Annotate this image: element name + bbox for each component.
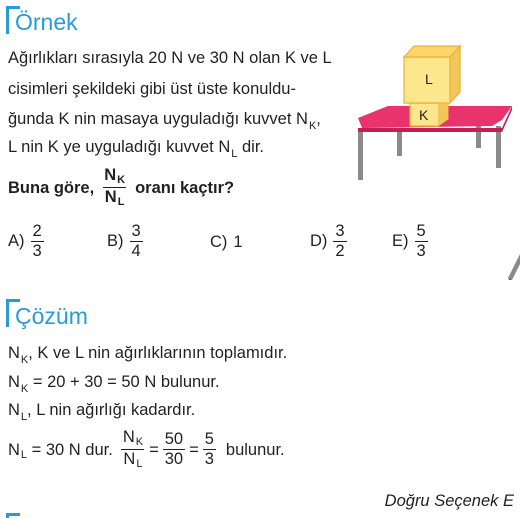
option-b[interactable]: B) $\frac{3}{4}$ xyxy=(107,222,141,260)
solution-fraction-nk-nl: $\frac{NK}{NL}$ xyxy=(122,428,144,470)
solution-line-2: $N_K = 20 + 30 = 50$ N bulunur. xyxy=(8,373,220,395)
solution-line-3: $N_L$, L nin ağırlığı kadardır. xyxy=(8,401,196,423)
example-line-1: Ağırlıkları sırasıyla 20 N ve 30 N olan K ve L xyxy=(8,49,332,67)
solution-header-bar-vertical xyxy=(6,299,9,327)
question-text-post: oranı kaçtır? xyxy=(135,178,235,197)
box-k-label: K xyxy=(419,107,429,123)
option-d[interactable]: D) $\frac{3}{2}$ xyxy=(310,222,345,260)
next-header-bar-vertical xyxy=(6,513,9,518)
example-header-bar-vertical xyxy=(6,6,9,34)
table-legs xyxy=(358,126,501,180)
question-fraction: $\frac{NK}{NL}$ xyxy=(104,166,126,208)
option-c[interactable]: C) 1 xyxy=(210,233,243,251)
solution-title: Çözüm xyxy=(15,303,88,329)
example-line-3: ğunda K nin masaya uyguladığı kuvvet $N_K$, xyxy=(8,110,321,132)
correct-answer: Doğru Seçenek E xyxy=(384,492,514,510)
box-l-label: L xyxy=(425,71,433,87)
example-title: Örnek xyxy=(15,9,78,35)
question xyxy=(8,166,234,209)
solution-header-bar-horizontal xyxy=(6,299,20,302)
option-a[interactable]: A) $\frac{2}{3}$ xyxy=(8,222,42,260)
table-figure xyxy=(352,40,512,185)
solution-fraction-50-30: $\frac{50}{30}$ xyxy=(164,430,184,468)
solution-fraction-5-3: $\frac{5}{3}$ xyxy=(204,430,214,468)
option-e[interactable]: E) $\frac{5}{3}$ xyxy=(392,222,426,260)
pencil-icon xyxy=(504,240,520,280)
example-line-2: cisimleri şekildeki gibi üst üste konuldu- xyxy=(8,80,296,98)
question-text-pre: Buna göre, xyxy=(8,178,95,197)
solution-line-4: N L = 30 N dur. $\frac{NK}{NL}$ = $\frac{50}{30}$ = $\frac{5}{3}$ bulunur. xyxy=(8,428,285,470)
example-line-4: L nin K ye uyguladığı kuvvet $N_L$ dir. xyxy=(8,138,265,160)
solution-line-1: $N_K$, K ve L nin ağırlıklarının toplamıdır. xyxy=(8,344,288,366)
